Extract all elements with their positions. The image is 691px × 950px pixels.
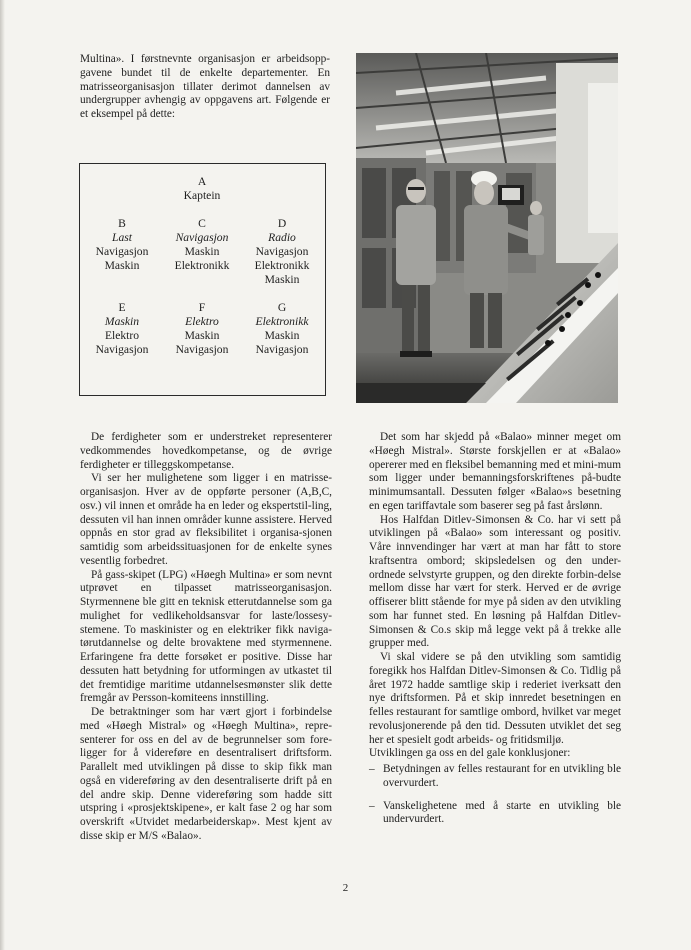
- org-node-title: Elektro: [185, 315, 219, 328]
- body-paragraph: Vi skal videre se på den utvikling som samtidig foregikk hos Halfdan Ditlev-Simonsen & Co. Tidlig på året 1972 hadde samtlige skip i rederiet iverksatt den nye driftsformen. På et skip innredet besetningen en felles restaurant for samtlige ombord, hvilket var meget revolusjonerende på den tid. Dessuten utviklet det seg her et spesielt godt arbeids- og fritidsmiljø.: [369, 651, 621, 746]
- left-column: [80, 431, 332, 844]
- body-paragraph: De betraktninger som har vært gjort i forbindelse med «Høegh Mistral» og «Høegh Multina», repre-senterer for oss en del av de begrunnelser som fore-ligger for å videreføre en desentralisert driftsform. Parallelt med utviklingen på disse to skip fikk man også en videreføring av den desentraliserte drift på en del andre skip. Denne videreføring som hadde sitt utspring i «prosjektskipene», er kalt fase 2 og har som overskrift «Utvidet medarbeiderskap». Mest kjent av disse skip er M/S «Balao».: [80, 706, 332, 842]
- page-number: 2: [342, 882, 349, 894]
- org-node-e: [82, 301, 162, 357]
- org-node-letter: E: [118, 301, 126, 314]
- org-node-letter: C: [198, 217, 206, 230]
- org-node-letter: B: [118, 217, 126, 230]
- body-paragraph: På gass-skipet (LPG) «Høegh Multina» er som nevnt utprøvet en tilpasset matrisseorganisasjon. Styrmennene ble gitt en teknisk etterutdannelse som ga mulighet for vedlikeholdsansvar for laste/lossesy-stemene. To maskinister og en elektriker fikk naviga-tørutdannelse og delte brovaktene med styrmennene. Erfaringene fra dette forsøket er positive. Disse har dessuten hatt betydning for utformingen av utkastet til det fremtidige maritime utdannelsesmønster slik dette fremgår av Persson-komiteens innstilling.: [80, 568, 332, 705]
- body-paragraph: Hos Halfdan Ditlev-Simonsen & Co. har vi sett på utviklingen på «Balao» som interessant og positiv. Våre innvendinger har vært at man har fått to store kraftsentra ombord; skipsledelsen og den under-ordnede selvstyrte gruppen, og den direkte forbin-delse mellom disse har vært for sterk. Herved er de øvrige offiserer blitt stående for mye på siden av den utvikling som har funnet sted. En løsning på Halfdan Ditlev-Simonsen & Co.s skip må legge vekt på å trekke alle grupper med.: [369, 513, 621, 650]
- org-node-skill: Maskin: [184, 245, 220, 258]
- conclusion-text: Betydningen av felles restaurant for en utvikling ble overvurdert.: [383, 763, 621, 789]
- body-paragraph: De ferdigheter som er understreket representerer vedkommendes hovedkompetanse, og de øvrige ferdigheter er tilleggskompetanse.: [80, 431, 332, 471]
- org-node-skill: Elektronikk: [174, 259, 230, 272]
- person-background: [528, 201, 544, 255]
- conclusion-item: [369, 800, 621, 828]
- org-node-f: [162, 301, 242, 357]
- org-node-skill: Maskin: [184, 329, 220, 342]
- right-column: [369, 431, 621, 827]
- body-paragraph: Det som har skjedd på «Balao» minner meget om «Høegh Mistral». Største forskjellen er at «Balao» opererer med en fleksibel bemanning med et mini-mum som ligger under bemanningsforskriftenes på-budte minimumsantall. Dessuten følger «Balao»s besetning en egen tariffavtale som baserer seg på fast årslønn.: [369, 431, 621, 512]
- page-edge-shadow: [0, 0, 5, 950]
- org-node-skill: Navigasjon: [255, 343, 309, 356]
- org-node-letter: G: [277, 301, 287, 314]
- org-node-b: [82, 217, 162, 273]
- org-node-skill: Maskin: [264, 273, 300, 286]
- conclusion-text: Vanskelighetene med å starte en utvikling ble undervurdert.: [383, 799, 621, 826]
- org-node-letter: A: [197, 175, 207, 188]
- intro-paragraph: Multina». I førstnevnte organisasjon er arbeidsopp-gavene bundet til de enkelte departementer. En matrisseorganisasjon tillater derimot dannelsen av undergrupper avhengig av oppgavens art. Følgende er et eksempel på dette:: [80, 53, 330, 120]
- org-node-letter: D: [277, 217, 287, 230]
- org-node-skill: Navigasjon: [255, 245, 309, 258]
- org-node-a: [162, 175, 242, 203]
- list-dash: –: [369, 763, 375, 775]
- list-dash: –: [369, 799, 375, 812]
- body-paragraph: Vi ser her mulighetene som ligger i en matrisse-organisasjon. Hver av de oppførte personer (A,B,C, osv.) vil innen et område ha en leder og ekspertstil-ling, dessuten vil han innen områder kunne assistere. Herved oppnås en stor grad av fleksibilitet i organisa-sjonen samtidig som arbeidssituasjonen for de enkelte synes vesentlig forbedret.: [80, 472, 332, 567]
- org-node-c: [162, 217, 242, 273]
- org-node-skill: Maskin: [264, 329, 300, 342]
- org-node-skill: Elektro: [104, 329, 140, 342]
- org-node-title: Elektronikk: [255, 315, 309, 328]
- control-room-illustration: [356, 53, 618, 403]
- matrix-org-chart: [79, 163, 326, 396]
- org-node-skill: Navigasjon: [95, 245, 149, 258]
- org-node-skill: Navigasjon: [175, 343, 229, 356]
- conclusions-intro: Utviklingen ga oss en del gale konklusjoner:: [369, 747, 571, 760]
- org-node-title: Kaptein: [183, 189, 221, 202]
- conclusion-item: [369, 763, 621, 791]
- org-node-g: [242, 301, 322, 357]
- org-node-skill: Navigasjon: [95, 343, 149, 356]
- org-node-skill: Maskin: [104, 259, 140, 272]
- org-node-title: Last: [112, 231, 132, 244]
- control-room-photo: [356, 53, 618, 403]
- org-node-title: Radio: [268, 231, 296, 244]
- org-node-skill: Elektronikk: [254, 259, 310, 272]
- org-node-title: Navigasjon: [175, 231, 229, 244]
- org-node-letter: F: [198, 301, 206, 314]
- org-node-d: [242, 217, 322, 287]
- org-node-title: Maskin: [104, 315, 140, 328]
